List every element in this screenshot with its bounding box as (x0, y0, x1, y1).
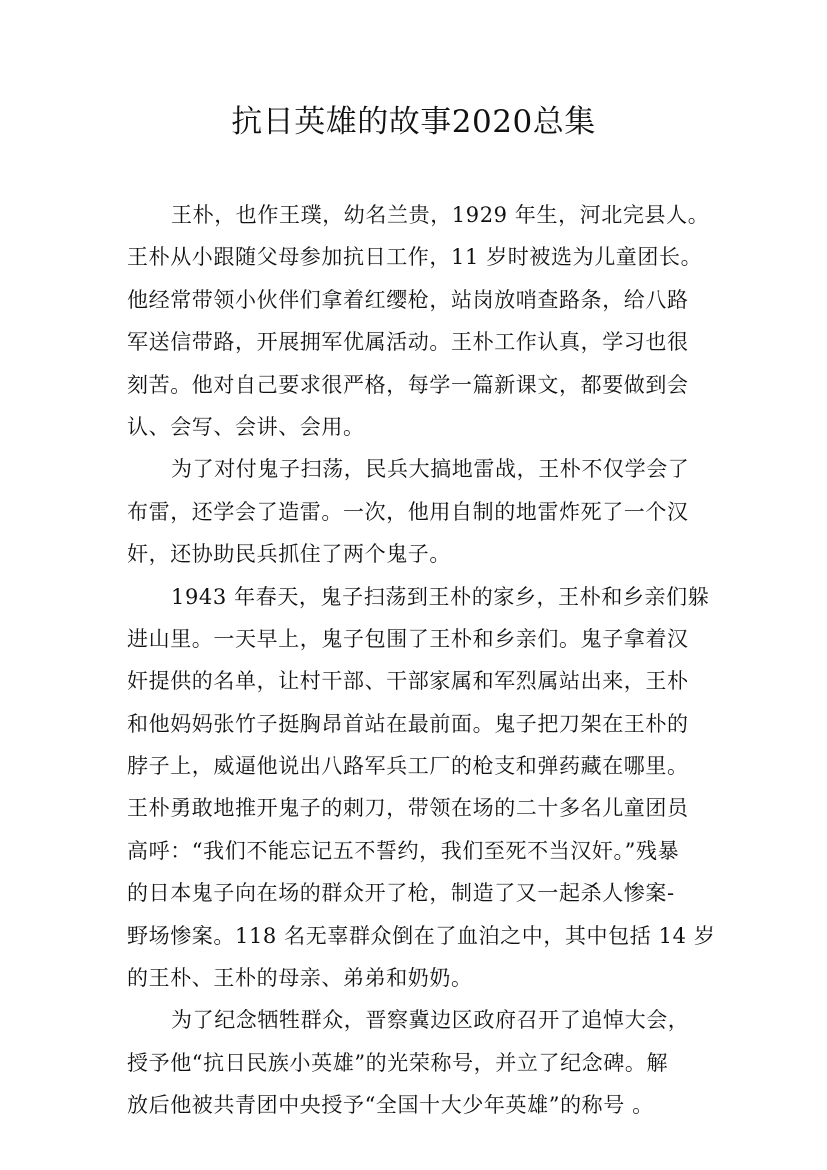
paragraph-1-line-3: 他经常带领小伙伴们拿着红缨枪，站岗放哨查路条，给八路 (127, 287, 689, 312)
paragraph-3-line-9: 野场惨案。118 名无辜群众倒在了血泊之中，其中包括 14 岁 (127, 923, 716, 948)
paragraph-3-line-10: 的王朴、王朴的母亲、弟弟和奶奶。 (127, 966, 473, 991)
paragraph-3-line-2: 进山里。一天早上，鬼子包围了王朴和乡亲们。鬼子拿着汉 (127, 626, 689, 651)
paragraph-3-line-5: 脖子上，威逼他说出八路军兵工厂的枪支和弹药藏在哪里。 (127, 754, 689, 779)
paragraph-3-line-4: 和他妈妈张竹子挺胸昂首站在最前面。鬼子把刀架在王朴的 (127, 711, 689, 736)
paragraph-2-line-3: 奸，还协助民兵抓住了两个鬼子。 (127, 542, 451, 567)
paragraph-3-line-7: 高呼：“我们不能忘记五不誓约，我们至死不当汉奸。”残暴 (127, 838, 680, 863)
paragraph-3-line-1: 1943 年春天，鬼子扫荡到王朴的家乡，王朴和乡亲们躲 (171, 584, 710, 609)
paragraph-4-line-1: 为了纪念牺牲群众，晋察冀边区政府召开了追悼大会， (171, 1008, 690, 1033)
paragraph-2-line-2: 布雷，还学会了造雷。一次，他用自制的地雷炸死了一个汉 (127, 499, 689, 524)
paragraph-1-line-6: 认、会写、会讲、会用。 (127, 414, 365, 439)
paragraph-1-line-5: 刻苦。他对自己要求很严格，每学一篇新课文，都要做到会 (127, 372, 689, 397)
paragraph-3-line-6: 王朴勇敢地推开鬼子的刺刀，带领在场的二十多名儿童团员 (127, 796, 689, 821)
paragraph-1-line-1: 王朴，也作王璞，幼名兰贵，1929 年生，河北完县人。 (171, 203, 710, 227)
document-title: 抗日英雄的故事2020总集 (231, 104, 596, 140)
paragraph-4-line-2: 授予他“抗日民族小英雄”的光荣称号，并立了纪念碑。解 (127, 1050, 669, 1075)
paragraph-4-line-3: 放后他被共青团中央授予“全国十大少年英雄”的称号 。 (127, 1093, 654, 1118)
paragraph-1-line-2: 王朴从小跟随父母参加抗日工作，11 岁时被选为儿童团长。 (127, 245, 703, 270)
document-body (127, 194, 715, 1127)
paragraph-2-line-1: 为了对付鬼子扫荡，民兵大搞地雷战，王朴不仅学会了 (171, 457, 690, 482)
paragraph-3-line-8: 的日本鬼子向在场的群众开了枪，制造了又一起杀人惨案- (127, 881, 675, 906)
paragraph-3-line-3: 奸提供的名单，让村干部、干部家属和军烈属站出来，王朴 (127, 669, 689, 694)
paragraph-1-line-4: 军送信带路，开展拥军优属活动。王朴工作认真，学习也很 (127, 330, 689, 355)
